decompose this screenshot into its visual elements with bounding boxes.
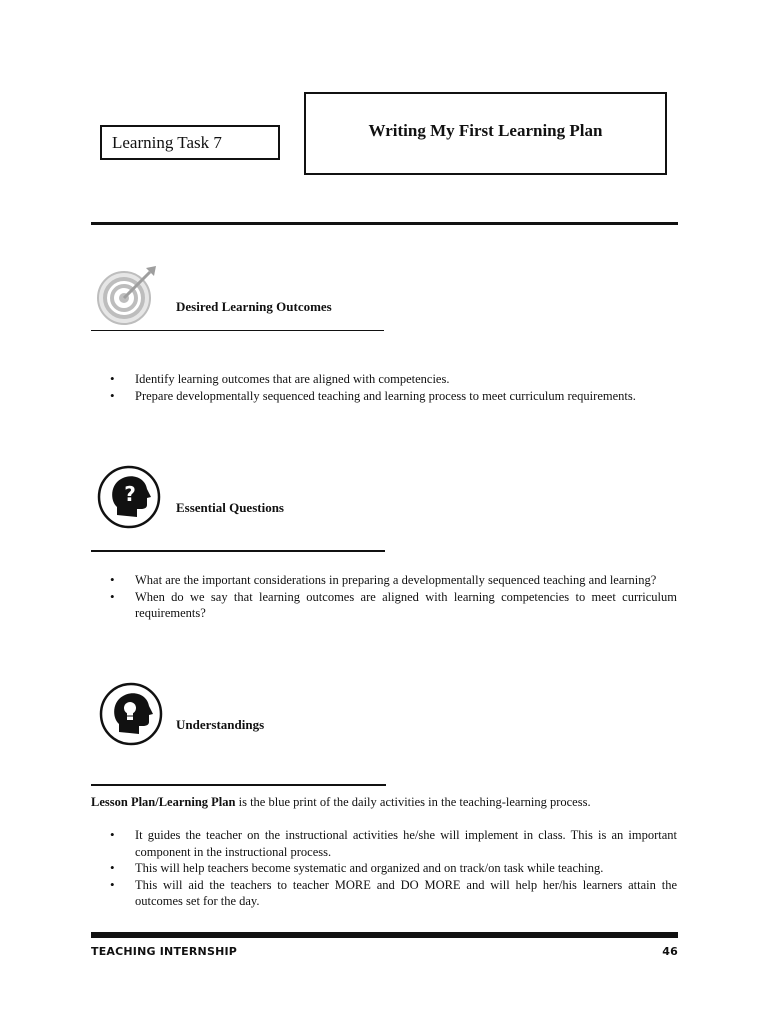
outcomes-heading: Desired Learning Outcomes — [176, 299, 332, 314]
footer-course: TEACHING INTERNSHIP — [91, 945, 238, 958]
questions-heading: Essential Questions — [176, 500, 284, 515]
list-item: • It guides the teacher on the instructional activities he/she will implement in class. This is an important component in the instructional process. — [110, 827, 677, 860]
list-item: • Identify learning outcomes that are aligned with competencies. — [110, 371, 677, 388]
understandings-list — [110, 827, 677, 910]
header-divider — [91, 222, 678, 225]
list-item: • Prepare developmentally sequenced teaching and learning process to meet curriculum requirements. — [110, 388, 677, 405]
understandings-divider — [91, 784, 386, 786]
page-number: 46 — [662, 945, 678, 958]
page-title-text: Writing My First Learning Plan — [368, 120, 603, 140]
list-item: • What are the important considerations in preparing a developmentally sequenced teaching and learning? — [110, 572, 677, 589]
understandings-heading: Understandings — [176, 717, 265, 732]
definition-text: is the blue print of the daily activities in the teaching-learning process. — [235, 795, 591, 809]
svg-text:?: ? — [124, 482, 136, 506]
list-item: • This will help teachers become systematic and organized and on track/on task while teaching. — [110, 860, 677, 877]
list-item: • This will aid the teachers to teacher MORE and DO MORE and will help her/his learners attain the outcomes set for the day. — [110, 877, 677, 910]
learning-task-label — [100, 125, 280, 160]
outcomes-list — [110, 371, 677, 404]
page-title — [304, 92, 667, 175]
target-icon — [96, 264, 160, 328]
definition-term: Lesson Plan/Learning Plan — [91, 795, 236, 809]
lightbulb-head-icon — [99, 682, 163, 746]
footer-divider — [91, 932, 678, 938]
lesson-plan-definition — [91, 794, 681, 810]
list-item: • When do we say that learning outcomes are aligned with learning competencies to meet curriculum requirements? — [110, 589, 677, 622]
questions-divider — [91, 550, 385, 552]
question-head-icon — [97, 465, 161, 529]
learning-task-text: Learning Task 7 — [112, 132, 222, 152]
outcomes-divider — [91, 330, 384, 331]
questions-list — [110, 572, 677, 622]
